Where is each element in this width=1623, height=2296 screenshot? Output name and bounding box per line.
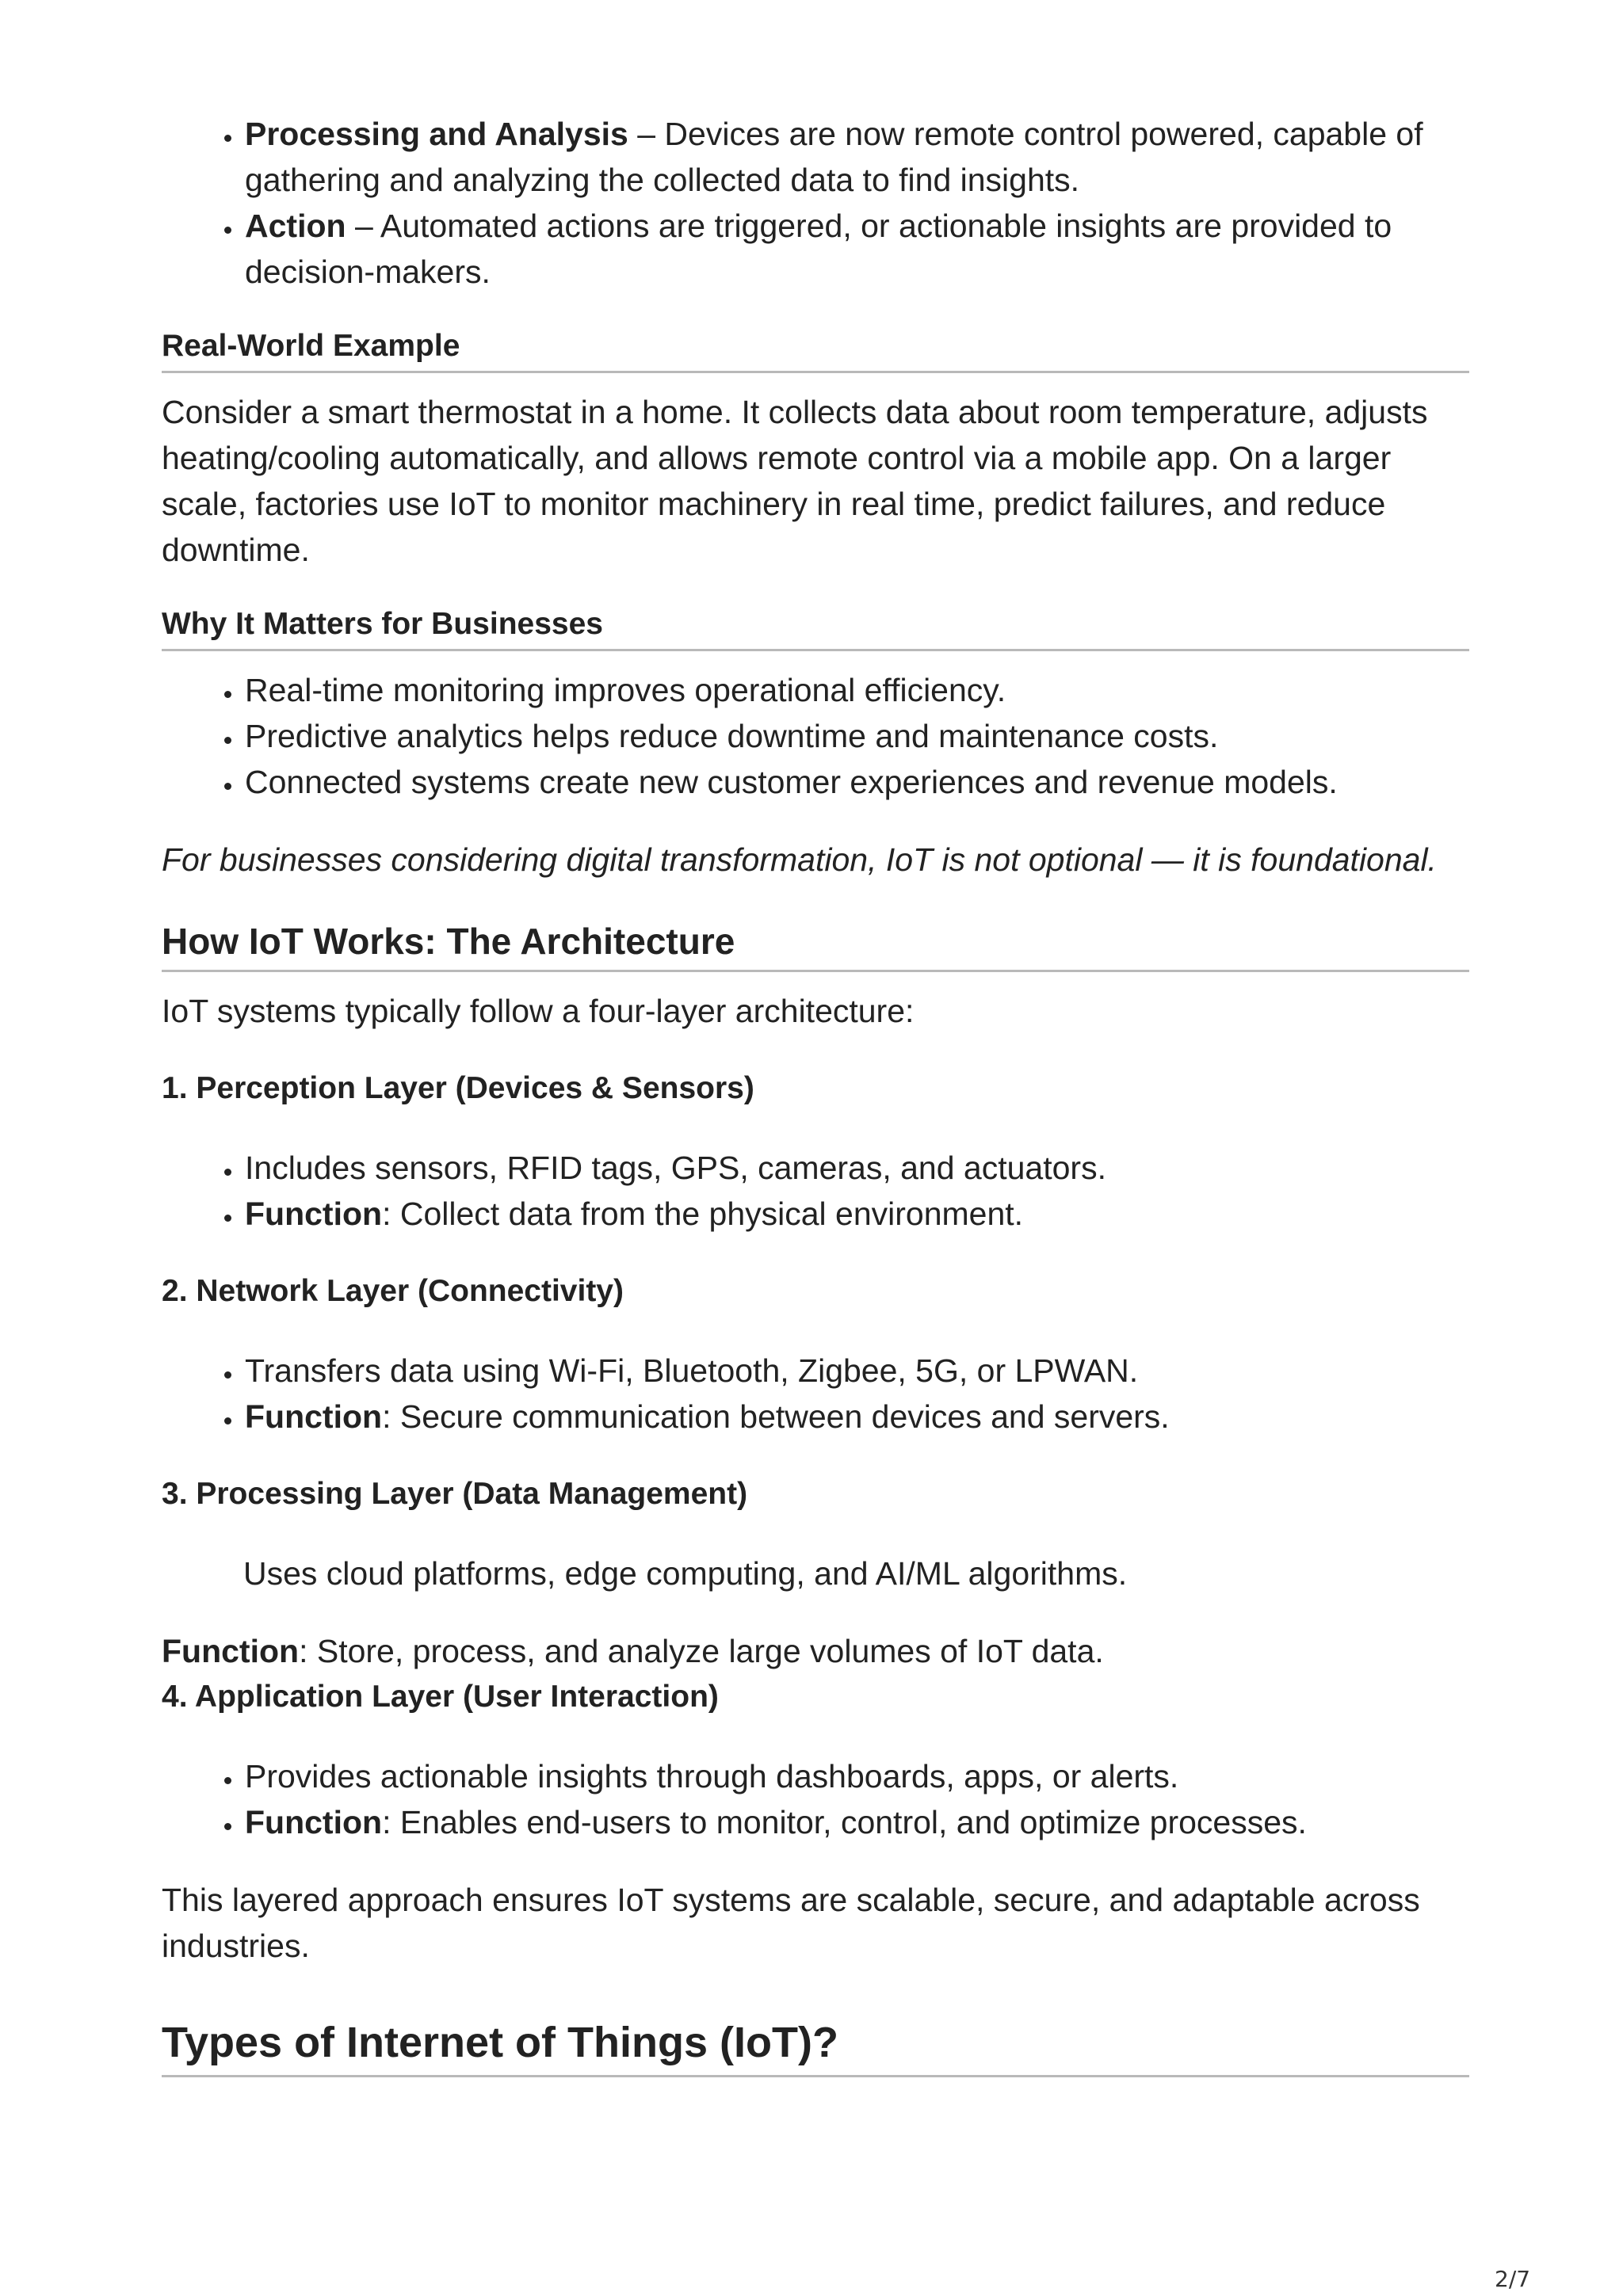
- list-item: • Predictive analytics helps reduce downtime and maintenance costs.: [243, 713, 1469, 759]
- item-text: – Automated actions are triggered, or actionable insights are provided to decision-makers.: [245, 208, 1392, 290]
- list-item: [243, 1799, 1469, 1845]
- italic-note: For businesses considering digital transformation, IoT is not optional — it is foundational.: [162, 841, 1437, 878]
- function-text: : Secure communication between devices and servers.: [382, 1398, 1170, 1435]
- list-item: • Real-time monitoring improves operational efficiency.: [243, 667, 1469, 713]
- list-item: [243, 203, 1469, 295]
- architecture-intro: IoT systems typically follow a four-layer architecture:: [162, 993, 915, 1029]
- layer3-function: [162, 1628, 1469, 1674]
- item-bold-label: Processing and Analysis: [245, 116, 628, 152]
- layer1-list: [162, 1145, 1469, 1237]
- list-item: [243, 1394, 1469, 1440]
- function-label: Function: [245, 1398, 383, 1435]
- function-label: Function: [245, 1196, 383, 1232]
- list-item: • Includes sensors, RFID tags, GPS, cameras, and actuators.: [243, 1145, 1469, 1191]
- real-world-body: Consider a smart thermostat in a home. It collects data about room temperature, adjusts heating/cooling automatically, and allows remote control via a mobile app. On a larger scale, factories use IoT to monitor machinery in real time, predict failures, and reduce downtime.: [162, 394, 1428, 568]
- layer4-title: 4. Application Layer (User Interaction): [162, 1680, 719, 1714]
- item-bold-label: Action: [245, 208, 346, 244]
- architecture-heading: How IoT Works: The Architecture: [162, 921, 735, 962]
- list-item: • Connected systems create new customer experiences and revenue models.: [243, 759, 1469, 805]
- layer1-title: 1. Perception Layer (Devices & Sensors): [162, 1071, 754, 1105]
- function-text: : Collect data from the physical environment.: [382, 1196, 1024, 1232]
- function-label: Function: [162, 1633, 300, 1669]
- list-item: • Provides actionable insights through dashboards, apps, or alerts.: [243, 1753, 1469, 1799]
- layer2-list: [162, 1348, 1469, 1440]
- layer3-item: Uses cloud platforms, edge computing, and AI/ML algorithms.: [243, 1555, 1128, 1592]
- list-item: [243, 1191, 1469, 1237]
- function-text: : Store, process, and analyze large volumes of IoT data.: [299, 1633, 1104, 1669]
- types-heading: Types of Internet of Things (IoT)?: [162, 2019, 838, 2066]
- page-number: 2/7: [1495, 2266, 1531, 2292]
- item-text: – Devices are now remote control powered, capable of gathering and analyzing the collected data to find insights.: [245, 116, 1423, 198]
- why-list: [162, 667, 1469, 805]
- document-page: [162, 111, 1469, 2077]
- function-label: Function: [245, 1804, 383, 1840]
- function-text: : Enables end-users to monitor, control, and optimize processes.: [382, 1804, 1307, 1840]
- list-item: • Transfers data using Wi-Fi, Bluetooth, Zigbee, 5G, or LPWAN.: [243, 1348, 1469, 1394]
- why-heading: Why It Matters for Businesses: [162, 607, 603, 641]
- layer3-title: 3. Processing Layer (Data Management): [162, 1477, 748, 1511]
- layer2-title: 2. Network Layer (Connectivity): [162, 1274, 624, 1308]
- real-world-heading: Real-World Example: [162, 329, 460, 363]
- divider: [162, 2075, 1469, 2077]
- why-note: [162, 837, 1469, 883]
- architecture-closing: This layered approach ensures IoT systems are scalable, secure, and adaptable across industries.: [162, 1882, 1420, 1964]
- stage-list: [162, 111, 1469, 295]
- layer4-list: [162, 1753, 1469, 1845]
- list-item: [243, 111, 1469, 203]
